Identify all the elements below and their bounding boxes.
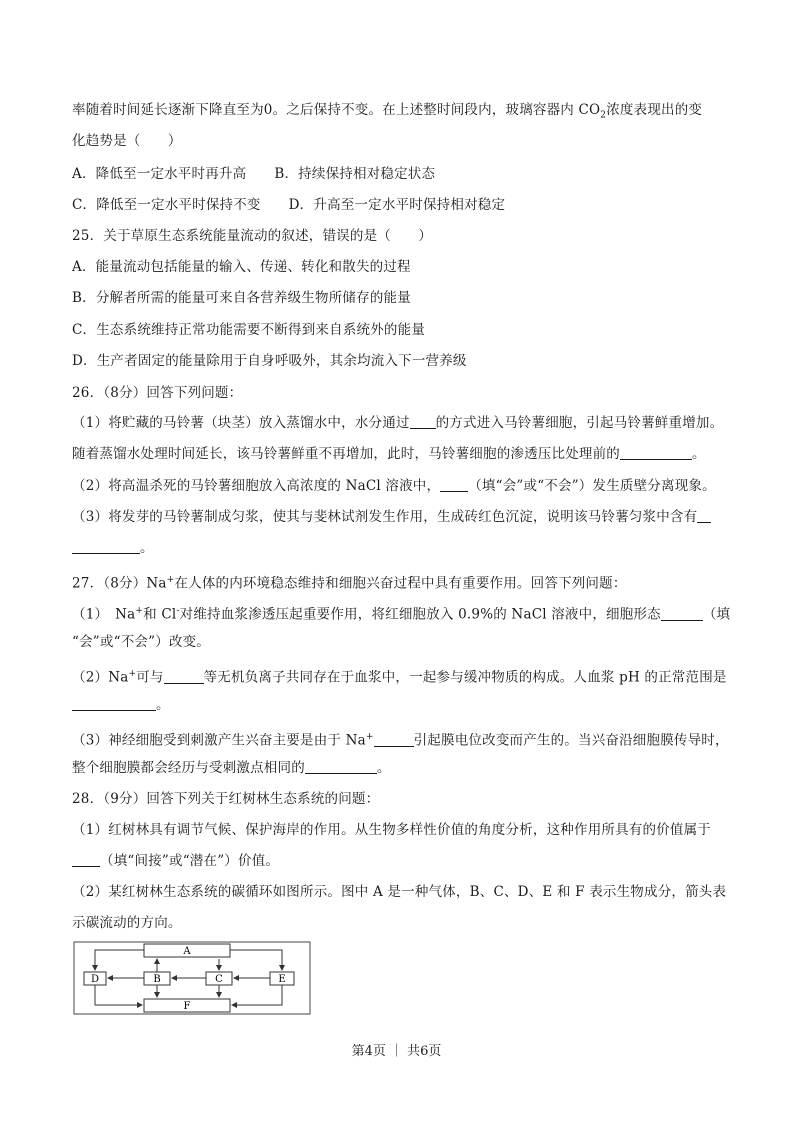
q24-option-c: C．降低至一定水平时保持不变: [72, 197, 261, 213]
arrow-a-to-d: [95, 950, 144, 970]
carbon-cycle-diagram: [72, 940, 312, 1016]
page-footer: 第4页 ｜ 共6页: [351, 1044, 442, 1059]
node-a-label: A: [183, 946, 191, 957]
answer-blank: [72, 539, 140, 554]
q24-option-a: A．降低至一定水平时再升高: [72, 166, 247, 182]
q28-stem: 28．（9分）回答下列关于红树林生态系统的问题：: [72, 791, 380, 807]
q25-option-c: C．生态系统维持正常功能需要不断得到来自系统外的能量: [72, 322, 426, 338]
answer-blank: [72, 852, 100, 867]
arrow-a-to-e: [230, 950, 282, 970]
q24-text-line2: 化趋势是（ ）: [72, 133, 182, 149]
arrow-d-to-f: [95, 985, 142, 1005]
node-b-label: B: [153, 974, 161, 985]
q28-part1-line2: （填“间接”或“潜在”）价值。: [72, 851, 722, 871]
q24-option-b: B．持续保持相对稳定状态: [274, 166, 436, 182]
answer-blank: [410, 414, 436, 429]
q28-part1-line1: （1）红树林具有调节气候、保护海岸的作用。从生物多样性价值的角度分析，这种作用所具有的价值属于: [72, 822, 711, 838]
q27-part3-line2: 整个细胞膜都会经历与受刺激点相同的 。: [72, 760, 391, 776]
q25-option-d: D．生产者固定的能量除用于自身呼吸外，其余均流入下一营养级: [72, 353, 467, 369]
node-d-label: D: [90, 974, 100, 985]
q27-part1-line1: （1） Na+和 Cl-对维持血浆渗透压起重要作用，将红细胞放入 0.9%的 NaCl 溶液中，细胞形态 （填: [72, 606, 731, 623]
q27-part2-line2: 。: [72, 695, 722, 715]
q25-option-b: B．分解者所需的能量可来自各营养级生物所储存的能量: [72, 290, 411, 306]
node-e-label: E: [278, 974, 286, 985]
q24-options-ab: [72, 164, 722, 184]
q24-text-line1: 率随着时间延长逐渐下降直至为0。之后保持不变。在上述整时间段内，玻璃容器内 $CO_2$浓度表现出的变: [72, 102, 703, 121]
answer-blank: [440, 477, 468, 492]
q25-option-a: A．能量流动包括能量的输入、传递、转化和散失的过程: [72, 259, 411, 275]
answer-blank: [620, 445, 692, 460]
arrow-e-to-f: [232, 985, 282, 1005]
q26-part3-line1: （3）将发芽的马铃薯制成匀浆，使其与斐林试剂发生作用，生成砖红色沉淀，说明该马铃薯匀浆中含有: [72, 507, 722, 527]
q27-stem: 27．（8分）Na+在人体的内环境稳态维持和细胞兴奋过程中具有重要作用。回答下列问题：: [72, 575, 627, 592]
answer-blank: [164, 669, 204, 684]
q27-part2-line1: （2）Na+可与 等无机负离子共同存在于血浆中，一起参与缓冲物质的构成。人血浆 pH 的正常范围是: [72, 669, 727, 686]
q26-part1-line1: （1）将贮藏的马铃薯（块茎）放入蒸馏水中，水分通过 的方式进入马铃薯细胞，引起马铃薯鲜重增加。: [72, 415, 724, 431]
q27-part1-line2: “会”或“不会”）改变。: [72, 634, 211, 650]
answer-blank: [305, 759, 377, 774]
node-f-label: F: [183, 1001, 191, 1012]
q26-part1-line2: 随着蒸馏水处理时间延长，该马铃薯鲜重不再增加，此时，马铃薯细胞的渗透压比处理前的 。: [72, 446, 706, 462]
q27-part3-line1: （3）神经细胞受到刺激产生兴奋主要是由于 Na+ 引起膜电位改变而产生的。当兴奋沿细胞膜传导时，: [72, 732, 729, 749]
answer-blank: [697, 508, 711, 523]
answer-blank: [72, 696, 156, 711]
q28-part2-line2: 示碳流动的方向。: [72, 915, 182, 931]
q26-part2: （2）将高温杀死的马铃薯细胞放入高浓度的 NaCl 溶液中， （填“会”或“不会”）发生质壁分离现象。: [72, 478, 716, 494]
answer-blank: [661, 606, 703, 621]
q24-option-d: D．升高至一定水平时保持相对稳定: [288, 197, 506, 213]
q26-stem: 26．（8分）回答下列问题：: [72, 385, 243, 401]
node-c-label: C: [215, 974, 223, 985]
answer-blank: [374, 732, 414, 747]
q24-options-cd: [72, 195, 722, 215]
q26-part3-line2: 。: [72, 538, 722, 558]
q28-part2-line1: （2）某红树林生态系统的碳循环如图所示。图中 A 是一种气体，B、C、D、E 和 F 表示生物成分，箭头表: [72, 884, 727, 900]
q25-stem: 25．关于草原生态系统能量流动的叙述，错误的是（ ）: [72, 228, 433, 244]
